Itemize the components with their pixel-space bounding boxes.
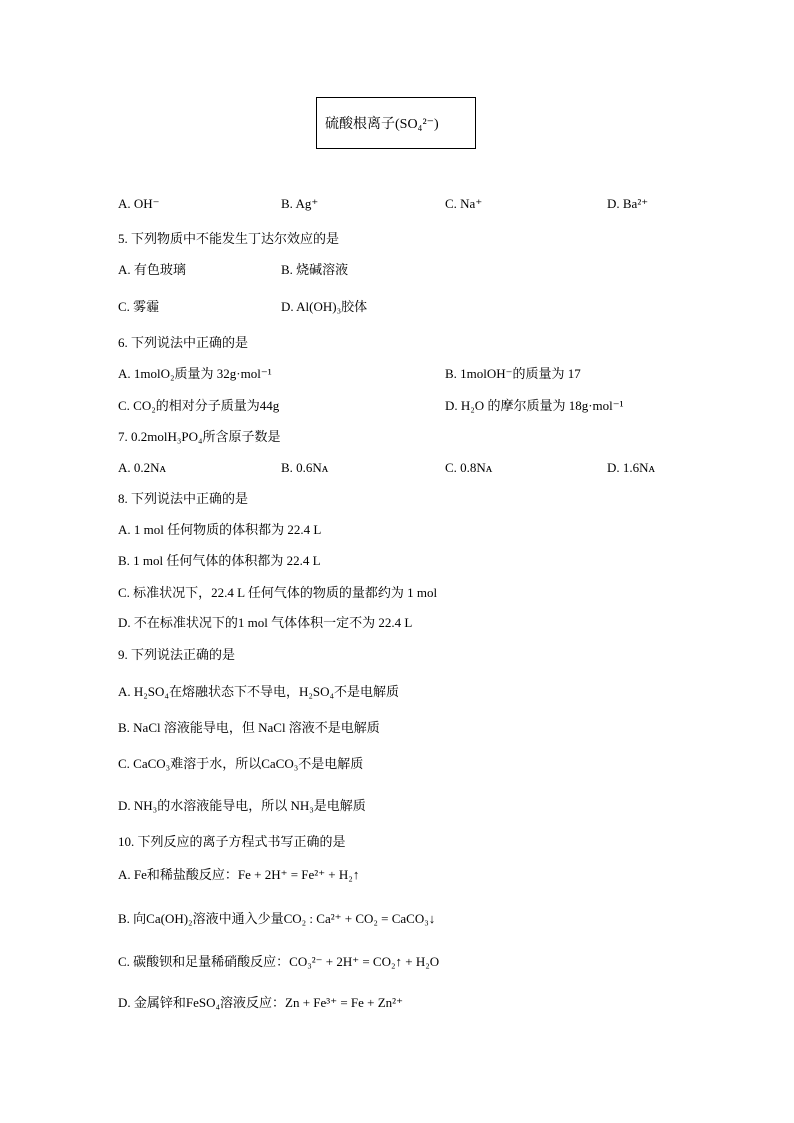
q9-option-a: A. H₂SO₄在熔融状态下不导电，H₂SO₄不是电解质 [118,684,400,699]
ion-box-label: 硫酸根离子(SO₄²⁻) [325,117,439,132]
q6-option-b: B. 1molOH⁻的质量为 17 [445,366,581,381]
q6-option-a: A. 1molO₂质量为 32g·mol⁻¹ [118,366,272,381]
ion-box [316,97,476,149]
q10-stem: 10. 下列反应的离子方程式书写正确的是 [118,834,346,849]
q6-option-c: C. CO₂的相对分子质量为44g [118,398,280,413]
q9-stem: 9. 下列说法正确的是 [118,647,236,662]
q7-option-b: B. 0.6Nᴀ [281,460,329,475]
q4-option-c: C. Na⁺ [445,196,483,211]
q9-option-c: C. CaCO₃难溶于水，所以CaCO₃不是电解质 [118,756,364,771]
q6-option-d: D. H₂O 的摩尔质量为 18g·mol⁻¹ [445,398,624,413]
q8-option-d: D. 不在标准状况下的1 mol 气体体积一定不为 22.4 L [118,615,413,630]
q8-option-a: A. 1 mol 任何物质的体积都为 22.4 L [118,522,322,537]
q5-stem: 5. 下列物质中不能发生丁达尔效应的是 [118,231,340,246]
q5-option-d: D. Al(OH)₃胶体 [281,299,368,314]
q5-option-b: B. 烧碱溶液 [281,262,349,277]
q8-option-b: B. 1 mol 任何气体的体积都为 22.4 L [118,553,321,568]
q7-option-d: D. 1.6Nᴀ [607,460,656,475]
q7-option-a: A. 0.2Nᴀ [118,460,167,475]
q10-option-a: A. Fe和稀盐酸反应：Fe + 2H⁺ = Fe²⁺ + H₂↑ [118,867,360,882]
q5-option-c: C. 雾霾 [118,299,160,314]
q8-stem: 8. 下列说法中正确的是 [118,491,249,506]
q4-option-a: A. OH⁻ [118,196,160,211]
q5-option-a: A. 有色玻璃 [118,262,186,277]
q4-option-d: D. Ba²⁺ [607,196,649,211]
q10-option-b: B. 向Ca(OH)₂溶液中通入少量CO₂ : Ca²⁺ + CO₂ = CaCO₃↓ [118,911,436,926]
q7-option-c: C. 0.8Nᴀ [445,460,493,475]
q6-stem: 6. 下列说法中正确的是 [118,335,249,350]
q9-option-d: D. NH₃的水溶液能导电，所以 NH₃是电解质 [118,798,366,813]
q9-option-b: B. NaCl 溶液能导电，但 NaCl 溶液不是电解质 [118,720,380,735]
q10-option-c: C. 碳酸钡和足量稀硝酸反应：CO₃²⁻ + 2H⁺ = CO₂↑ + H₂O [118,954,440,969]
q8-option-c: C. 标准状况下，22.4 L 任何气体的物质的量都约为 1 mol [118,585,438,600]
q10-option-d: D. 金属锌和FeSO₄溶液反应：Zn + Fe³⁺ = Fe + Zn²⁺ [118,995,403,1010]
q7-stem: 7. 0.2molH₃PO₄所含原子数是 [118,429,281,444]
q4-option-b: B. Ag⁺ [281,196,319,211]
